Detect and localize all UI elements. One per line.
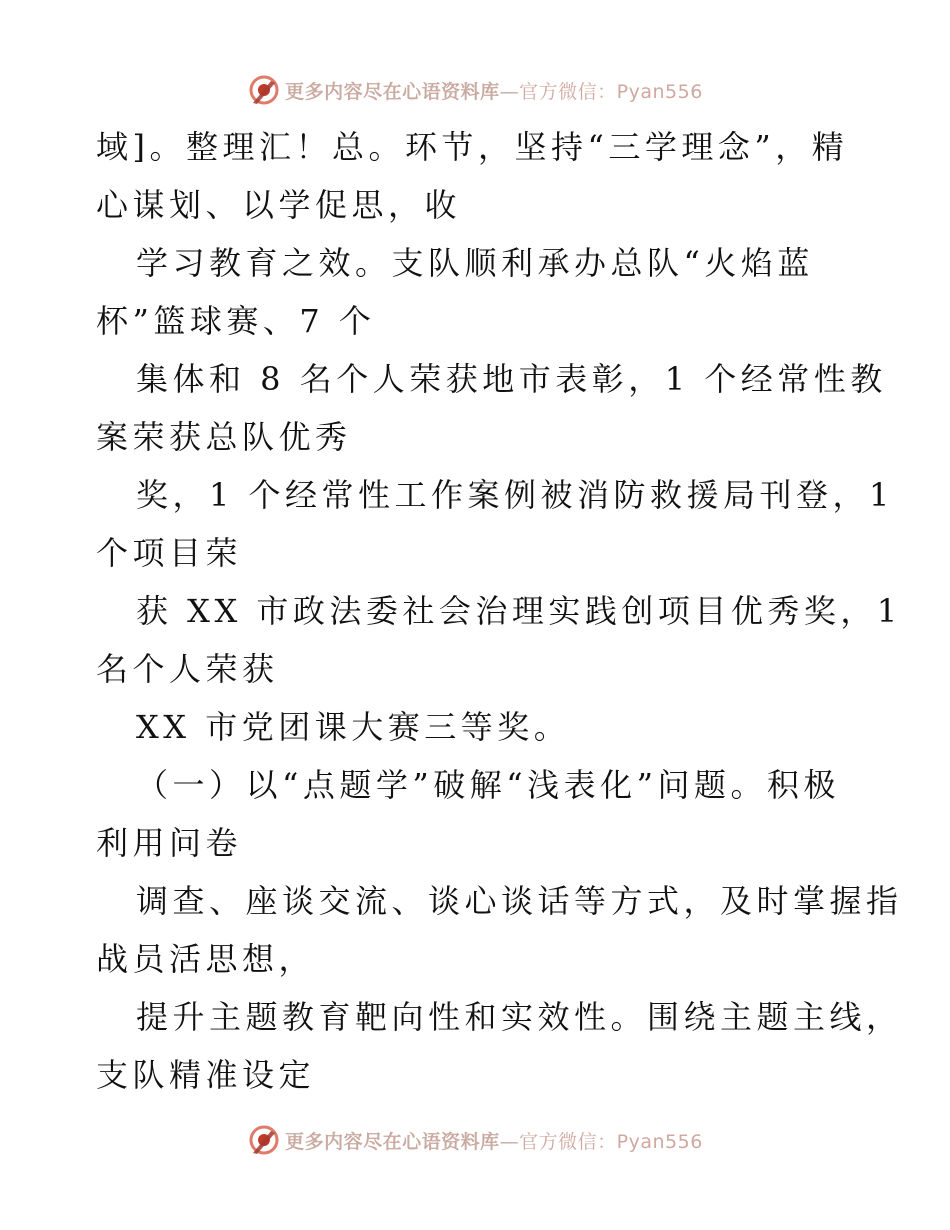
watermark-contact: 官方微信：Pyan556 xyxy=(519,1130,703,1153)
text-line: 利用问卷 xyxy=(96,824,243,862)
text-line: 名个人荣获 xyxy=(96,650,279,688)
quill-logo-icon xyxy=(247,73,281,107)
text-line: 战员活思想， xyxy=(96,940,316,978)
watermark-title: 更多内容尽在心语资料库 xyxy=(285,1130,500,1153)
watermark-separator: — xyxy=(499,80,520,103)
watermark-text xyxy=(285,1127,703,1154)
text-line: 个项目荣 xyxy=(96,534,243,572)
text-line: 获 XX 市政法委社会治理实践创项目优秀奖，1 xyxy=(136,592,902,630)
text-line: 学习教育之效。支队顺利承办总队“火焰蓝 xyxy=(136,244,814,282)
text-line: （一）以“点题学”破解“浅表化”问题。积极 xyxy=(136,766,840,804)
text-line: 调查、座谈交流、谈心谈话等方式，及时掌握指 xyxy=(136,882,903,920)
watermark-title: 更多内容尽在心语资料库 xyxy=(285,80,500,103)
text-line: 支队精准设定 xyxy=(96,1056,316,1094)
text-line: 案荣获总队优秀 xyxy=(96,418,352,456)
text-line: XX 市党团课大赛三等奖。 xyxy=(136,708,571,746)
document-body xyxy=(96,118,903,1104)
text-line: 奖，1 个经常性工作案例被消防救援局刊登，1 xyxy=(136,476,894,514)
watermark-text xyxy=(285,77,703,104)
text-line: 域]。整理汇！总。环节，坚持“三学理念”，精 xyxy=(96,128,849,166)
text-line: 集体和 8 名个人荣获地市表彰，1 个经常性教 xyxy=(136,360,887,398)
watermark-contact: 官方微信：Pyan556 xyxy=(519,80,703,103)
text-line: 心谋划、以学促思，收 xyxy=(96,186,462,224)
text-line: 提升主题教育靶向性和实效性。围绕主题主线， xyxy=(136,998,903,1036)
quill-logo-icon xyxy=(247,1123,281,1157)
watermark-header xyxy=(0,70,950,110)
text-line: 杯”篮球赛、7 个 xyxy=(96,302,376,340)
watermark-separator: — xyxy=(499,1130,520,1153)
watermark-footer xyxy=(0,1120,950,1160)
